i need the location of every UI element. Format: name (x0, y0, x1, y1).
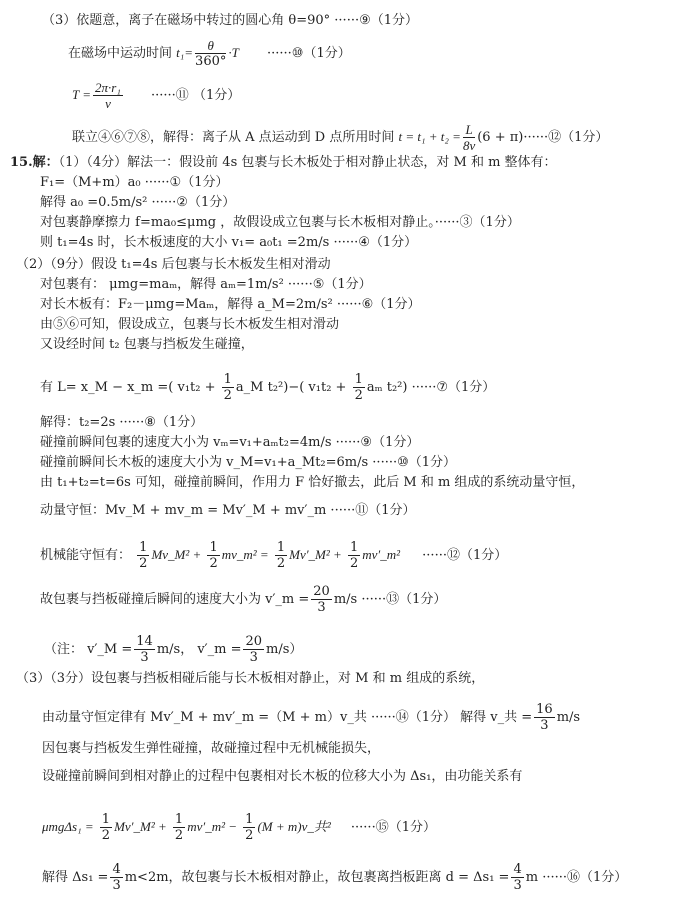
note-line (44, 634, 302, 665)
total-time-equation (72, 122, 608, 153)
fraction-numerator: 1 (349, 540, 359, 555)
fraction-denominator: 360° (195, 54, 227, 69)
fraction-denominator: 2 (276, 556, 286, 571)
q15-line: 又设经时间 t₂ 包裹与挡板发生碰撞， (40, 337, 254, 352)
q15-line: 解得 a₀ =0.5m/s² ······②（1分） (40, 195, 236, 210)
eq12-term: Mv′_M² + (289, 547, 342, 562)
fraction-denominator: v (105, 96, 111, 111)
fraction-denominator: 3 (513, 878, 522, 893)
eq7-part: 有 L= x_M − x_m =( v₁t₂ + (40, 380, 220, 395)
total-time-label: 联立④⑥⑦⑧，解得：离子从 A 点运动到 D 点所用时间 (72, 130, 399, 145)
eq15-term: (M + m)v_共² (257, 819, 331, 834)
fraction-numerator: 14 (136, 634, 153, 649)
fraction-denominator: 3 (249, 650, 258, 665)
fraction-denominator: 3 (540, 718, 549, 733)
q15-line: F₁=（M+m）a₀ ······①（1分） (40, 175, 229, 190)
eq12-term: mv′_m² (362, 547, 401, 562)
ion-time-lhs: t₁= (176, 45, 194, 60)
fraction-numerator: 4 (513, 862, 522, 877)
fraction-denominator: 2 (209, 556, 218, 571)
eq13-tail: m/s ······⑬（1分） (333, 592, 447, 607)
score-mark: ······⑪ （1分） (151, 88, 241, 103)
eq12-term: mv_m² = (221, 547, 269, 562)
fraction (243, 634, 264, 665)
period-equation (72, 80, 240, 111)
eq16-part: 解得 Δs₁ = (42, 870, 109, 885)
fraction-denominator: 2 (349, 556, 359, 571)
q15-part2-heading: （2）（9分）假设 t₁=4s 后包裹与长木板发生相对滑动 (16, 257, 331, 272)
equation-16 (42, 862, 627, 893)
equation-11: 动量守恒：Mv_M + mv_m = Mv′_M + mv′_m ······⑪（1分） (40, 503, 416, 518)
fraction (534, 702, 555, 733)
equation-7 (40, 372, 495, 403)
ion-time-label: 在磁场中运动时间 (68, 46, 177, 61)
q15-heading (10, 154, 557, 172)
q15-line: 对包裹有： μmg=maₘ，解得 aₘ=1m/s² ······⑤（1分） (40, 277, 372, 292)
fraction-numerator: 1 (174, 812, 184, 827)
fraction-numerator: 2π·r₁ (95, 80, 121, 95)
q15-line: 由⑤⑥可知，假设成立，包裹与长木板发生相对滑动 (40, 317, 340, 332)
fraction (137, 540, 149, 571)
q15-line: 则 t₁=4s 时，长木板速度的大小 v₁= a₀t₁ =2m/s ······④（1分） (40, 235, 418, 250)
note-part: m/s） (266, 642, 303, 657)
fraction-denominator: 2 (101, 828, 111, 843)
fraction-numerator: 1 (101, 812, 111, 827)
fraction (195, 38, 226, 69)
fraction (100, 812, 112, 843)
equation-14 (42, 702, 580, 733)
fraction (207, 540, 219, 571)
q15-part1-heading: （1）（4分）解法一：假设前 4s 包裹与长木板处于相对静止状态，对 M 和 m 整体有： (58, 155, 557, 170)
period-lhs: T = (72, 87, 92, 102)
eq16-part: m ······⑯（1分） (525, 870, 628, 885)
fraction (243, 812, 255, 843)
eq7-part: aₘ t₂²) ······⑦（1分） (366, 380, 496, 395)
eq15-lhs: μmgΔs₁ = (42, 819, 94, 834)
eq12-term: Mv_M² + (151, 547, 202, 562)
fraction-numerator: 1 (223, 372, 232, 387)
fraction-denominator: 2 (223, 388, 232, 403)
eq7-part: a_M t₂²)−( v₁t₂ + (235, 380, 351, 395)
equation-13 (40, 584, 446, 615)
fraction-numerator: 1 (209, 540, 218, 555)
score-mark: ······⑫（1分） (422, 548, 508, 563)
fraction-denominator: 3 (317, 600, 326, 615)
equation-12 (40, 540, 507, 571)
eq13-text: 故包裹与挡板碰撞后瞬间的速度大小为 v′_m = (40, 592, 310, 607)
eq14-text: 由动量守恒定律有 Mv′_M + mv′_m =（M + m）v_共 ······⑭（1分） 解得 v_共 = (42, 710, 533, 725)
fraction (173, 812, 185, 843)
eq15-term: mv′_m² − (187, 819, 238, 834)
q15-line: 因包裹与挡板发生弹性碰撞，故碰撞过程中无机械能损失， (42, 741, 381, 756)
fraction (134, 634, 155, 665)
q15-line: 由 t₁+t₂=t=6s 可知，碰撞前瞬间，作用力 F 恰好撤去，此后 M 和 m 组成的系统动量守恒， (40, 475, 585, 490)
q15-line: 设碰撞前瞬间到相对静止的过程中包裹相对长木板的位移大小为 Δs₁，由功能关系有 (42, 769, 523, 784)
fraction-numerator: 1 (276, 540, 286, 555)
fraction-denominator: 2 (354, 388, 363, 403)
score-mark: ······⑮（1分） (350, 820, 436, 835)
note-part: m/s， v′_m = (156, 642, 242, 657)
fraction-numerator: 20 (245, 634, 263, 649)
q15-line: 碰撞前瞬间长木板的速度大小为 v_M=v₁+a_Mt₂=6m/s ······⑩（1分） (40, 455, 457, 470)
fraction (275, 540, 287, 571)
eq14-tail: m/s (556, 710, 581, 725)
ion-time-equation (68, 38, 351, 69)
fraction-numerator: θ (195, 38, 226, 54)
fraction-denominator: 3 (112, 878, 121, 893)
total-time-lhs: t = t₁ + t₂ = (398, 129, 461, 144)
fraction-denominator: 2 (245, 828, 254, 843)
fraction (353, 372, 365, 403)
q15-number: 15.解： (10, 155, 59, 170)
fraction-numerator: L (463, 122, 475, 138)
fraction (93, 80, 123, 111)
fraction-numerator: 1 (354, 372, 363, 387)
fraction (463, 122, 475, 153)
fraction (511, 862, 523, 893)
q15-line: 碰撞前瞬间包裹的速度大小为 vₘ=v₁+aₘt₂=4m/s ······⑨（1分） (40, 435, 420, 450)
fraction-numerator: 4 (112, 862, 121, 877)
fraction-numerator: 16 (536, 702, 553, 717)
ion-time-tail: ·T (228, 45, 239, 60)
q15-part3-heading: （3）（3分）设包裹与挡板相碰后能与长木板相对静止，对 M 和 m 组成的系统， (16, 671, 485, 686)
note-part: （注： v′_M = (44, 642, 133, 657)
fraction-denominator: 3 (140, 650, 149, 665)
fraction-numerator: 1 (139, 540, 148, 555)
fraction (311, 584, 332, 615)
total-time-tail: (6 + π) (477, 130, 524, 145)
ion-angle-line: （3）依题意，离子在磁场中转过的圆心角 θ=90° ······⑨（1分） (42, 13, 419, 28)
fraction (222, 372, 234, 403)
q15-line: 对包裹静摩擦力 f=ma₀≤μmg ，故假设成立包裹与长木板相对静止。······③（1分） (40, 215, 520, 230)
fraction-numerator: 20 (313, 584, 330, 599)
fraction-denominator: 2 (174, 828, 184, 843)
eq16-part: m<2m，故包裹与长木板相对静止，故包裹离挡板距离 d = Δs₁ = (124, 870, 510, 885)
fraction (110, 862, 122, 893)
eq12-label: 机械能守恒有： (40, 548, 132, 563)
score-mark: ······⑫（1分） (523, 130, 609, 145)
q15-line: 对长木板有：F₂－μmg=Maₘ，解得 a_M=2m/s² ······⑥（1分） (40, 297, 421, 312)
q15-line: 解得：t₂=2s ······⑧（1分） (40, 415, 204, 430)
fraction (348, 540, 360, 571)
fraction-denominator: 8v (462, 138, 476, 153)
fraction-numerator: 1 (245, 812, 254, 827)
fraction-denominator: 2 (139, 556, 148, 571)
equation-15 (42, 812, 436, 843)
score-mark: ······⑩（1分） (267, 46, 351, 61)
eq15-term: Mv′_M² + (114, 819, 167, 834)
